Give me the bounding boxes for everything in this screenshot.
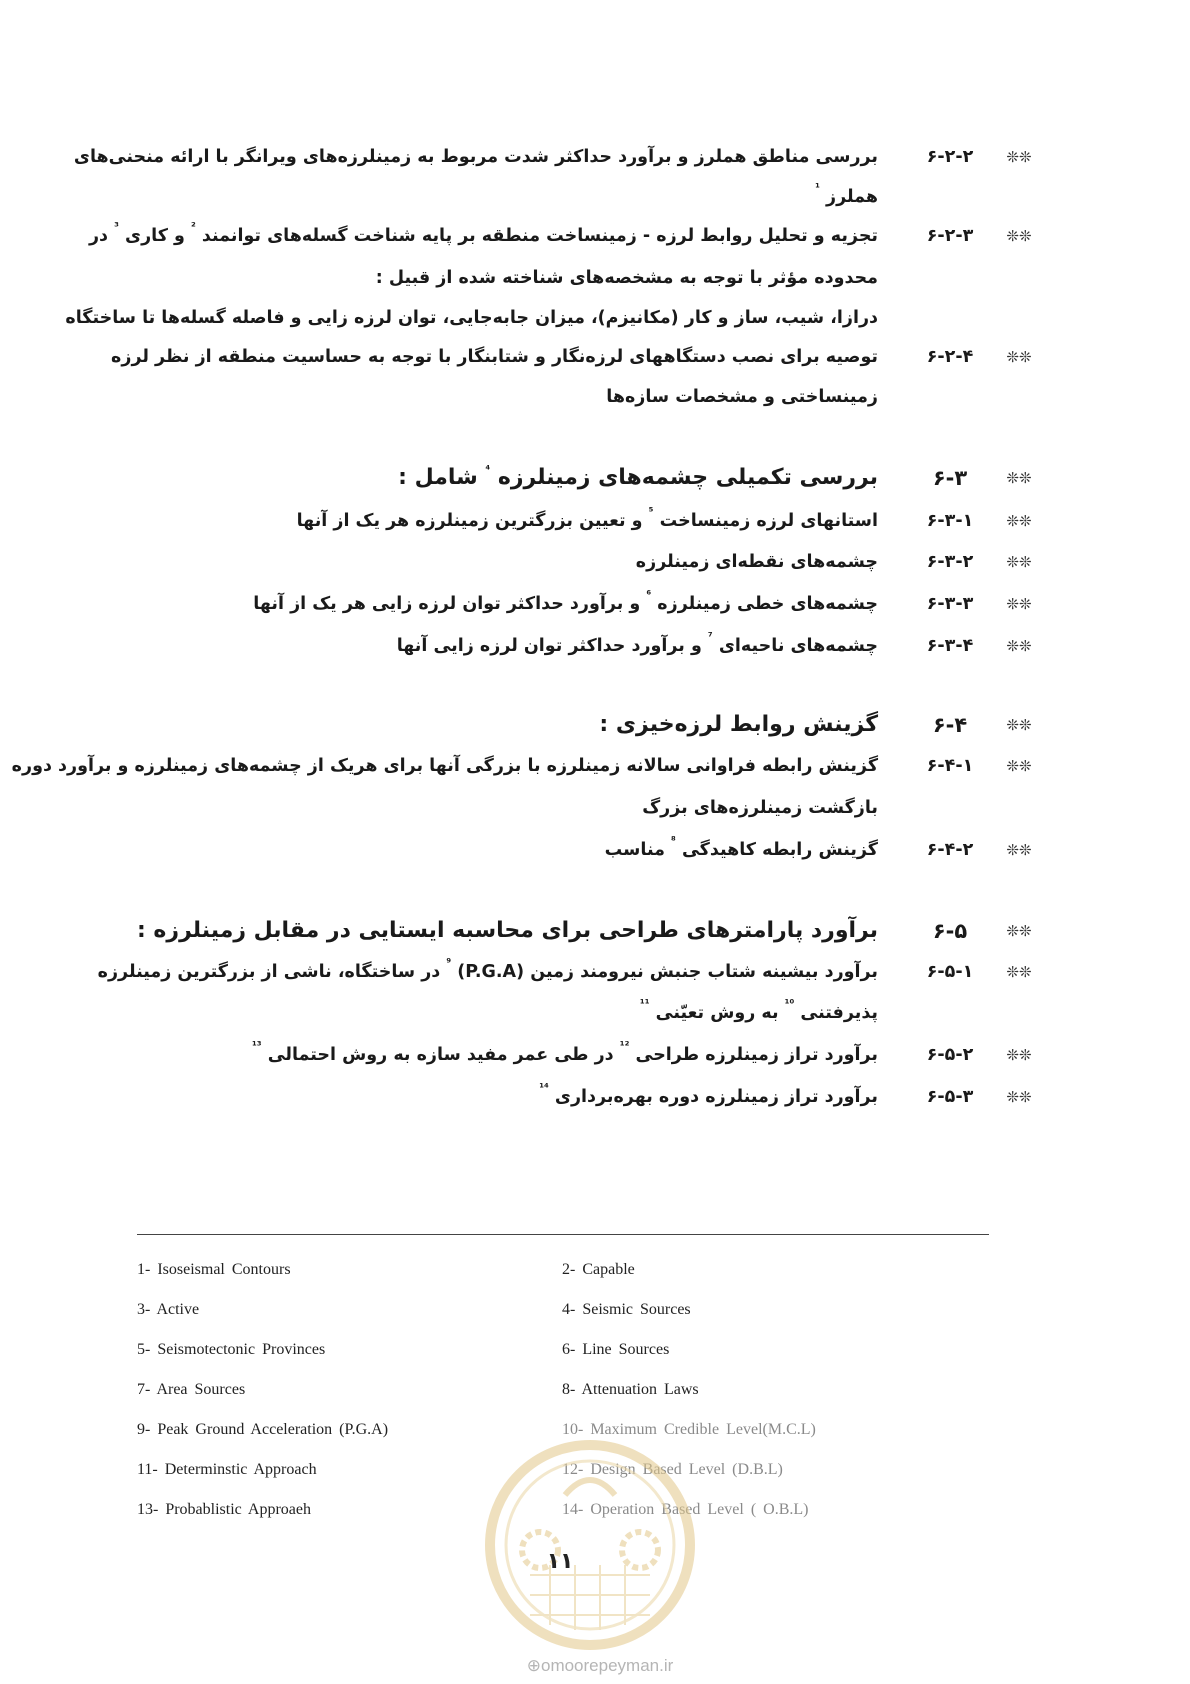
clause-line <box>0 256 1190 300</box>
section-heading <box>0 456 1190 500</box>
clause-number: ۶-۳-۴ <box>926 636 974 656</box>
clause-number: ۶-۲-۲ <box>926 147 974 167</box>
clause-text: بررسی مناطق هملرز و برآورد حداکثر شدت مربوط به زمینلرزه‌های ویرانگر با ارائه منحنی‌های <box>73 147 878 167</box>
footnote-ref: ⁹ <box>446 956 452 969</box>
footnote-item: 11- Determinstic Approach <box>137 1461 317 1478</box>
watermark-url: omoorepeyman.ir <box>540 1656 674 1675</box>
footnote-ref: ⁷ <box>707 630 713 643</box>
clause-line <box>0 950 1190 994</box>
clause-number: ۶-۵-۳ <box>926 1087 974 1107</box>
bullet-mark: ❊❊ <box>1006 1088 1032 1106</box>
clause-number: ۶-۵-۱ <box>926 962 974 982</box>
bullet-mark: ❊❊ <box>1006 637 1032 655</box>
clause-number: ۶-۲-۴ <box>926 347 974 367</box>
clause-text: گزینش رابطه فراوانی سالانه زمینلرزه با بزرگی آنها برای هریک از چشمه‌های زمینلرزه و برآورد دوره <box>11 756 878 776</box>
clause-text: استانهای لرزه زمینساخت $^{^5}$ و تعیین بزرگترین زمینلرزه هر یک از آنها <box>296 505 878 531</box>
clause-text: برآورد بیشینه شتاب جنبش نیرومند زمین (P.G.A) $^{^9}$ در ساختگاه، ناشی از بزرگترین زمینلرزه <box>97 956 878 982</box>
section-number: ۶-۴ <box>932 713 968 737</box>
footnote-item: 7- Area Sources <box>137 1381 246 1398</box>
bullet-mark: ❊❊ <box>1006 553 1032 571</box>
bullet-mark: ❊❊ <box>1006 227 1032 245</box>
footnote-ref: ¹⁰ <box>784 997 795 1010</box>
globe-icon: ⊕ <box>526 1656 541 1675</box>
clause-text: چشمه‌های ناحیه‌ای $^{^7}$ و برآورد حداکثر توان لرزه زایی آنها <box>396 630 878 656</box>
clause-number: ۶-۲-۳ <box>926 226 974 246</box>
section-number: ۶-۳ <box>932 466 968 490</box>
clause-text: برآورد تراز زمینلرزه طراحی $^{^{12}}$ در طی عمر مفید سازه به روش احتمالی $^{^{13}}$ <box>251 1039 878 1065</box>
footnote-item: 3- Active <box>137 1301 200 1318</box>
clause-text: پذیرفتنی $^{^{10}}$ به روش تعیّنی $^{^{11}}$ <box>639 997 878 1023</box>
footnote-ref: ¹⁴ <box>539 1081 549 1094</box>
footnote-item: 2- Capable <box>562 1261 635 1278</box>
footnote-item: 1- Isoseismal Contours <box>137 1261 291 1278</box>
clause-text: تجزیه و تحلیل روابط لرزه - زمینساخت منطقه بر پایه شناخت گسله‌های توانمند $^{^2}$ و کاری $^{^3}$ در <box>88 220 878 246</box>
footnote-divider <box>137 1234 989 1235</box>
footnote-item: 12- Design Based Level (D.B.L) <box>562 1461 783 1478</box>
footnote-ref: ³ <box>114 220 119 233</box>
clause-text: توصیه برای نصب دستگاههای لرزه‌نگار و شتابنگار با توجه به حساسیت منطقه از نظر لرزه <box>111 347 878 367</box>
bullet-mark: ❊❊ <box>1006 757 1032 775</box>
clause-text: برآورد تراز زمینلرزه دوره بهره‌برداری $^{^{14}}$ <box>539 1081 878 1107</box>
clause-number: ۶-۳-۱ <box>926 511 974 531</box>
bullet-mark: ❊❊ <box>1006 963 1032 981</box>
clause-text: گزینش رابطه کاهیدگی $^{^8}$ مناسب <box>604 834 878 860</box>
footnote-item: 4- Seismic Sources <box>562 1301 691 1318</box>
section-number: ۶-۵ <box>932 919 968 943</box>
footnote-ref: ⁴ <box>485 463 491 476</box>
clause-line <box>0 499 1190 543</box>
clause-text: چشمه‌های نقطه‌ای زمینلرزه <box>635 552 878 572</box>
clause-number: ۶-۵-۲ <box>926 1045 974 1065</box>
footnote-ref: ⁸ <box>671 834 676 847</box>
clause-text: هملرز $^{^1}$ <box>815 181 878 207</box>
footnote-ref: ¹³ <box>251 1039 262 1052</box>
footnote-item: 14- Operation Based Level ( O.B.L) <box>562 1501 809 1518</box>
footnote-ref: ⁶ <box>646 588 652 601</box>
clause-line <box>0 828 1190 872</box>
clause-number: ۶-۴-۲ <box>926 840 974 860</box>
clause-number: ۶-۴-۱ <box>926 756 974 776</box>
clause-number: ۶-۳-۲ <box>926 552 974 572</box>
clause-number: ۶-۳-۳ <box>926 594 974 614</box>
section-title: گزینش روابط لرزه‌خیزی : <box>599 712 878 737</box>
clause-line <box>0 175 1190 219</box>
footnote-item: 10- Maximum Credible Level(M.C.L) <box>562 1421 816 1438</box>
clause-line <box>0 991 1190 1035</box>
bullet-mark: ❊❊ <box>1006 841 1032 859</box>
clause-text: محدوده مؤثر با توجه به مشخصه‌های شناخته شده از قبیل : <box>375 268 878 288</box>
bullet-mark: ❊❊ <box>1006 922 1032 940</box>
clause-line <box>0 375 1190 419</box>
clause-line <box>0 335 1190 379</box>
page-number: ۱۱ <box>546 1549 574 1574</box>
bullet-mark: ❊❊ <box>1006 348 1032 366</box>
section-heading <box>0 703 1190 747</box>
clause-text: درازا، شیب، ساز و کار (مکانیزم)، میزان جابه‌جایی، توان لرزه زایی و فاصله گسله‌ها تا ساختگاه <box>65 308 878 328</box>
footnote-ref: ¹ <box>815 181 820 194</box>
clause-line <box>0 744 1190 788</box>
clause-line <box>0 1075 1190 1119</box>
bullet-mark: ❊❊ <box>1006 716 1032 734</box>
footnote-ref: ² <box>190 220 196 233</box>
bullet-mark: ❊❊ <box>1006 595 1032 613</box>
clause-line <box>0 214 1190 258</box>
clause-line <box>0 1033 1190 1077</box>
clause-text: بازگشت زمینلرزه‌های بزرگ <box>642 798 878 818</box>
section-title: بررسی تکمیلی چشمه‌های زمینلرزه $^{^4}$ شامل : <box>398 463 878 490</box>
clause-line <box>0 624 1190 668</box>
watermark-text <box>490 1656 710 1676</box>
clause-line <box>0 786 1190 830</box>
footnote-ref: ⁵ <box>648 505 654 518</box>
footnote-item: 5- Seismotectonic Provinces <box>137 1341 326 1358</box>
clause-line <box>0 582 1190 626</box>
footnote-item: 6- Line Sources <box>562 1341 670 1358</box>
seal-logo <box>470 1425 710 1665</box>
clause-text: چشمه‌های خطی زمینلرزه $^{^6}$ و برآورد حداکثر توان لرزه زایی هر یک از آنها <box>253 588 878 614</box>
clause-line <box>0 540 1190 584</box>
footnote-item: 8- Attenuation Laws <box>562 1381 699 1398</box>
footnote-ref: ¹² <box>619 1039 630 1052</box>
bullet-mark: ❊❊ <box>1006 148 1032 166</box>
clause-line <box>0 296 1190 340</box>
bullet-mark: ❊❊ <box>1006 1046 1032 1064</box>
section-heading <box>0 909 1190 953</box>
bullet-mark: ❊❊ <box>1006 512 1032 530</box>
footnote-item: 9- Peak Ground Acceleration (P.G.A) <box>137 1421 389 1438</box>
clause-line <box>0 135 1190 179</box>
footnote-item: 13- Probablistic Approaeh <box>137 1501 311 1518</box>
footnote-ref: ¹¹ <box>639 997 650 1010</box>
section-title: برآورد پارامترهای طراحی برای محاسبه ایستایی در مقابل زمینلرزه : <box>136 918 878 943</box>
bullet-mark: ❊❊ <box>1006 469 1032 487</box>
clause-text: زمینساختی و مشخصات سازه‌ها <box>606 387 878 407</box>
